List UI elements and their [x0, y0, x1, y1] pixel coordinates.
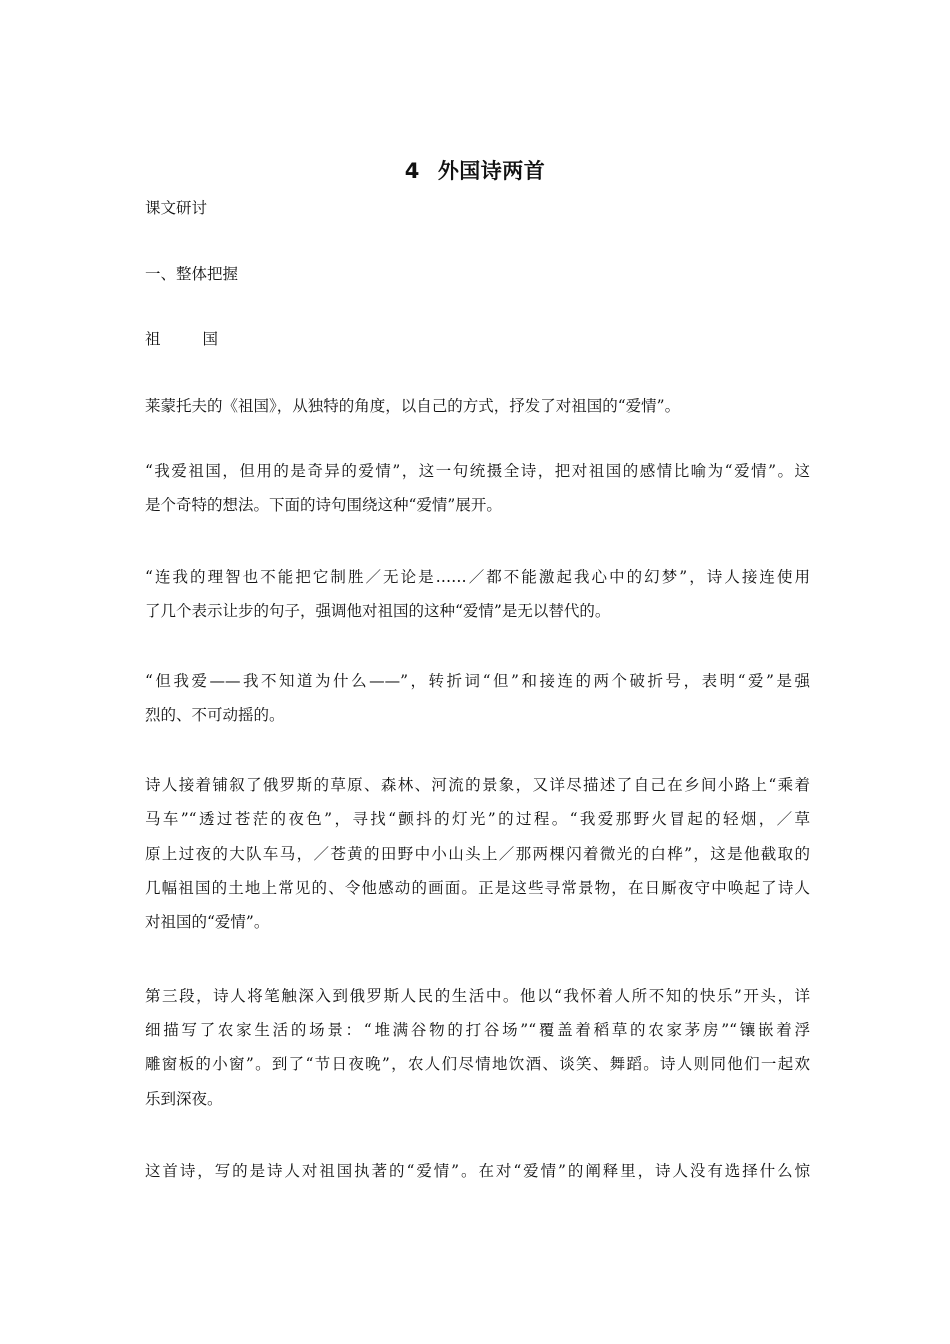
paragraph-line: 这首诗，写的是诗人对祖国执著的“爱情”。在对“爱情”的阐释里，诗人没有选择什么惊 — [145, 1162, 810, 1180]
paragraph-line: 对祖国的“爱情”。 — [145, 913, 270, 931]
paragraph-line: 雕窗板的小窗”。到了“节日夜晚”，农人们尽情地饮酒、谈笑、舞蹈。诗人则同他们一起欢 — [145, 1055, 810, 1073]
paragraph-line: 第三段，诗人将笔触深入到俄罗斯人民的生活中。他以“我怀着人所不知的快乐”开头，详 — [145, 987, 810, 1005]
paragraph-line: 乐到深夜。 — [145, 1090, 223, 1108]
poem-title — [145, 327, 810, 351]
paragraph-line: “我爱祖国，但用的是奇异的爱情”，这一句统摄全诗，把对祖国的感情比喻为“爱情”。这 — [145, 462, 810, 480]
paragraph-line: 了几个表示让步的句子，强调他对祖国的这种“爱情”是无以替代的。 — [145, 602, 611, 620]
paragraph-line: “但我爱——我不知道为什么——”，转折词“但”和接连的两个破折号，表明“爱”是强 — [145, 672, 810, 690]
paragraph-line: 莱蒙托夫的《祖国》，从独特的角度，以自己的方式，抒发了对祖国的“爱情”。 — [145, 397, 681, 415]
poem-title-char-1: 祖 — [145, 330, 161, 348]
paragraph-line: “连我的理智也不能把它制胜／无论是……／都不能激起我心中的幻梦”，诗人接连使用 — [145, 568, 810, 586]
paragraph-line: 原上过夜的大队车马，／苍黄的田野中小山头上／那两棵闪着微光的白桦”，这是他截取的 — [145, 845, 810, 863]
paragraph-line: 细描写了农家生活的场景：“堆满谷物的打谷场”“覆盖着稻草的农家茅房”“镶嵌着浮 — [145, 1021, 810, 1039]
paragraph-line: 几幅祖国的土地上常见的、令他感动的画面。正是这些寻常景物，在日厮夜守中唤起了诗人 — [145, 879, 810, 897]
poem-title-char-2: 国 — [202, 330, 219, 348]
section-label: 课文研讨 — [145, 199, 208, 217]
title-number: 4 — [404, 159, 420, 183]
paragraph-line: 烈的、不可动摇的。 — [145, 706, 285, 724]
paragraph-line: 诗人接着铺叙了俄罗斯的草原、森林、河流的景象，又详尽描述了自己在乡间小路上“乘着 — [145, 776, 810, 794]
paragraph-line: 是个奇特的想法。下面的诗句围绕这种“爱情”展开。 — [145, 496, 502, 514]
document-title — [0, 156, 950, 186]
title-text: 外国诗两首 — [437, 159, 546, 183]
paragraph-line: 马车”“透过苍茫的夜色”，寻找“颤抖的灯光”的过程。“我爱那野火冒起的轻烟，／草 — [145, 810, 810, 828]
part-heading: 一、整体把握 — [145, 265, 239, 283]
